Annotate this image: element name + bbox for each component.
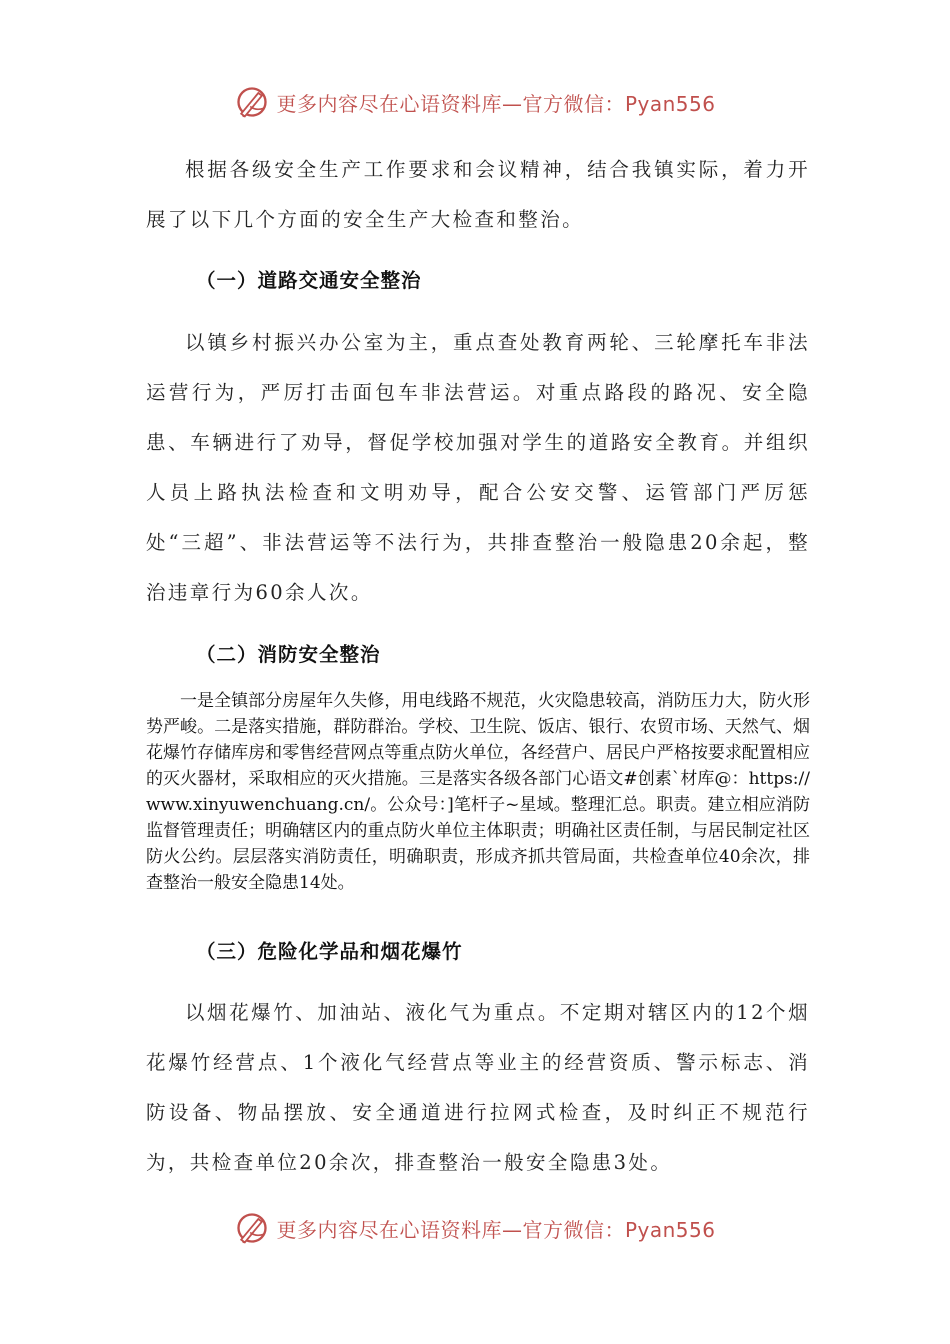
section-body-hazmat: 以烟花爆竹、加油站、液化气为重点。不定期对辖区内的12个烟花爆竹经营点、1个液化气经营点等业主的经营资质、警示标志、消防设备、物品摆放、安全通道进行拉网式检查，及时纠正不规范行为，共检查单位20余次，排查整治一般安全隐患3处。 — [146, 1001, 810, 1174]
section-heading-fire: （二）消防安全整治 — [196, 643, 381, 666]
intro-paragraph: 根据各级安全生产工作要求和会议精神，结合我镇实际，着力开展了以下几个方面的安全生产大检查和整治。 — [146, 158, 810, 231]
footer-banner-content — [234, 1210, 715, 1246]
footer-banner-text: 更多内容尽在心语资料库—官方微信：Pyan556 — [276, 1217, 716, 1242]
section-body-traffic: 以镇乡村振兴办公室为主，重点查处教育两轮、三轮摩托车非法运营行为，严厉打击面包车非法营运。对重点路段的路况、安全隐患、车辆进行了劝导，督促学校加强对学生的道路安全教育。并组织人员上路执法检查和文明劝导，配合公安交警、运管部门严厉惩处“三超”、非法营运等不法行为，共排查整治一般隐患20余起，整治违章行为60余人次。 — [146, 331, 810, 604]
section-body-fire: 一是全镇部分房屋年久失修，用电线路不规范，火灾隐患较高，消防压力大，防火形势严峻。二是落实措施，群防群治。学校、卫生院、饭店、银行、农贸市场、天然气、烟花爆竹存储库房和零售经营网点等重点防火单位，各经营户、居民户严格按要求配置相应的灭火器材，采取相应的灭火措施。三是落实各级各部门心语文#创素`材库@：https://www.xinyuwenchuang.cn/。公众号：]笔杆子~星域。整理汇总。职责。建立相应消防监督管理责任；明确辖区内的重点防火单位主体职责；明确社区责任制，与居民制定社区防火公约。层层落实消防责任，明确职责，形成齐抓共管局面，共检查单位40余次，排查整治一般安全隐患14处。 — [146, 691, 810, 893]
section-heading-hazmat: （三）危险化学品和烟花爆竹 — [196, 940, 463, 963]
section-heading-traffic: （一）道路交通安全整治 — [196, 269, 422, 292]
header-banner-text: 更多内容尽在心语资料库—官方微信：Pyan556 — [276, 91, 716, 116]
pen-logo-icon — [234, 1210, 270, 1246]
pen-logo-icon — [234, 84, 270, 120]
header-banner-content — [234, 84, 715, 120]
footer-banner — [0, 1206, 950, 1250]
header-banner — [0, 80, 950, 124]
